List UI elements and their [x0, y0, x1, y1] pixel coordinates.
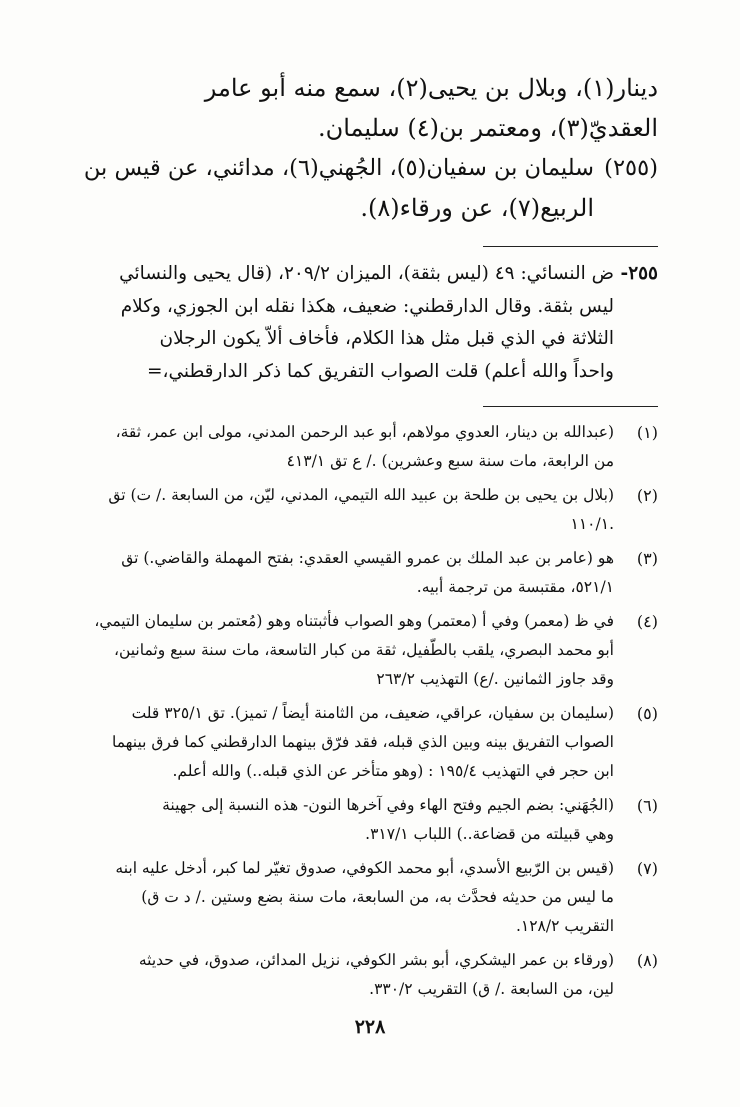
- footnote-number: (٢): [636, 486, 658, 505]
- footnote-line: (قيس بن الرّبيع الأسدي، أبو محمد الكوفي، صدوق تغيّر لما كبر، أدخل عليه ابنه: [115, 859, 614, 877]
- commentary-number: ٢٥٥-: [620, 263, 658, 284]
- footnote-line: الصواب التفريق بينه وبين الذي قبله، فقد فرّق بينهما الدارقطني كما فرق بينهما: [111, 733, 614, 751]
- footnote-divider: [483, 406, 658, 407]
- footnote-number: (٥): [636, 704, 658, 723]
- footnote-number: (٨): [636, 951, 658, 970]
- commentary-line-text: ض النسائي: ٤٩ (ليس بثقة)، الميزان ٢٠٩/٢، (قال يحيى والنسائي: [119, 263, 614, 284]
- footnote-line: ٥٢١/١، مقتبسة من ترجمة أبيه.: [416, 578, 614, 596]
- footnote-number: (٧): [636, 859, 658, 878]
- footnote-line: التقريب ١٢٨/٢.: [515, 917, 614, 935]
- footnote-line: في ظ (معمر) وفي أ (معتمر) وهو الصواب فأثبتناه وهو (مُعتمر بن سليمان التيمي،: [94, 612, 614, 630]
- footnote-line: من الرابعة، مات سنة سبع وعشرين) ./ ع تق ٤١٣/١: [286, 452, 614, 470]
- footnote-line: وقد جاوز الثمانين ./ع) التهذيب ٢٦٣/٢: [376, 670, 614, 688]
- footnote-line: هو (عامر بن عبد الملك بن عمرو القيسي العقدي: بفتح المهملة والقاضي.) تق: [121, 549, 614, 567]
- footnote: [78, 544, 658, 602]
- footnote-number: (٣): [636, 549, 658, 568]
- footnote-number: (٤): [636, 612, 658, 631]
- footnote: [78, 481, 658, 539]
- footnote-line: أبو محمد البصري، يلقب بالطّفيل، ثقة من كبار التاسعة، مات سنة سبع وثمانين،: [113, 641, 614, 659]
- footnotes: [78, 418, 658, 1009]
- commentary-line: الثلاثة في الذي قبل مثل هذا الكلام، فأخاف ألاّ يكون الرجلان: [159, 328, 614, 349]
- main-line: [78, 148, 658, 188]
- main-line-text: سليمان بن سفيان(٥)، الجُهني(٦)، مدائني، عن قيس بن: [83, 155, 594, 181]
- footnote: [78, 946, 658, 1004]
- page-number: ٢٢٨: [354, 1016, 386, 1038]
- footnote-line: لين، من السابعة ./ ق) التقريب ٣٣٠/٢.: [369, 980, 614, 998]
- footnote: [78, 791, 658, 849]
- section-divider: [483, 246, 658, 247]
- footnote-line: .١١٠/١: [570, 515, 614, 533]
- commentary-line: ليس بثقة. وقال الدارقطني: ضعيف، هكذا نقله ابن الجوزي، وكلام: [120, 295, 614, 317]
- commentary-line: [78, 258, 658, 291]
- footnote-line: ابن حجر في التهذيب ١٩٥/٤ : (وهو متأخر عن الذي قبله..) والله أعلم.: [172, 762, 614, 780]
- footnote-line: (الجُهَني: بضم الجيم وفتح الهاء وفي آخرها النون- هذه النسبة إلى جهينة: [162, 796, 614, 814]
- commentary: [78, 258, 658, 388]
- main-line: الربيع(٧)، عن ورقاء(٨).: [360, 194, 594, 222]
- footnote-line: ما ليس من حديثه فحدَّث به، من السابعة، مات سنة بضع وستين ./ د ت ق): [141, 888, 614, 906]
- main-text: [78, 68, 658, 228]
- footnote: [78, 607, 658, 694]
- footnote-line: وهي قبيلته من قضاعة..) اللباب ٣١٧/١.: [365, 825, 614, 843]
- entry-number: (٢٥٥): [604, 155, 658, 181]
- footnote-line: (بلال بن يحيى بن طلحة بن عبيد الله التيمي، المدني، ليّن، من السابعة ./ ت) تق: [108, 486, 614, 504]
- footnote-number: (٦): [636, 796, 658, 815]
- main-line: دينار(١)، وبلال بن يحيى(٢)، سمع منه أبو عامر: [204, 74, 658, 102]
- footnote: [78, 854, 658, 941]
- footnote: [78, 418, 658, 476]
- commentary-line: واحداً والله أعلم) قلت الصواب التفريق كما ذكر الدارقطني،=: [146, 360, 614, 382]
- footnote-line: (عبدالله بن دينار، العدوي مولاهم، أبو عبد الرحمن المدني، مولى ابن عمر، ثقة،: [115, 423, 614, 441]
- footnote-line: (سليمان بن سفيان، عراقي، ضعيف، من الثامنة أيضاً / تميز). تق ٣٢٥/١ قلت: [131, 704, 614, 722]
- footnote: [78, 699, 658, 786]
- footnote-number: (١): [636, 423, 658, 442]
- main-line: العقديّ(٣)، ومعتمر بن(٤) سليمان.: [317, 114, 658, 142]
- footnote-line: (ورقاء بن عمر اليشكري، أبو بشر الكوفي، نزيل المدائن، صدوق، في حديثه: [138, 951, 614, 969]
